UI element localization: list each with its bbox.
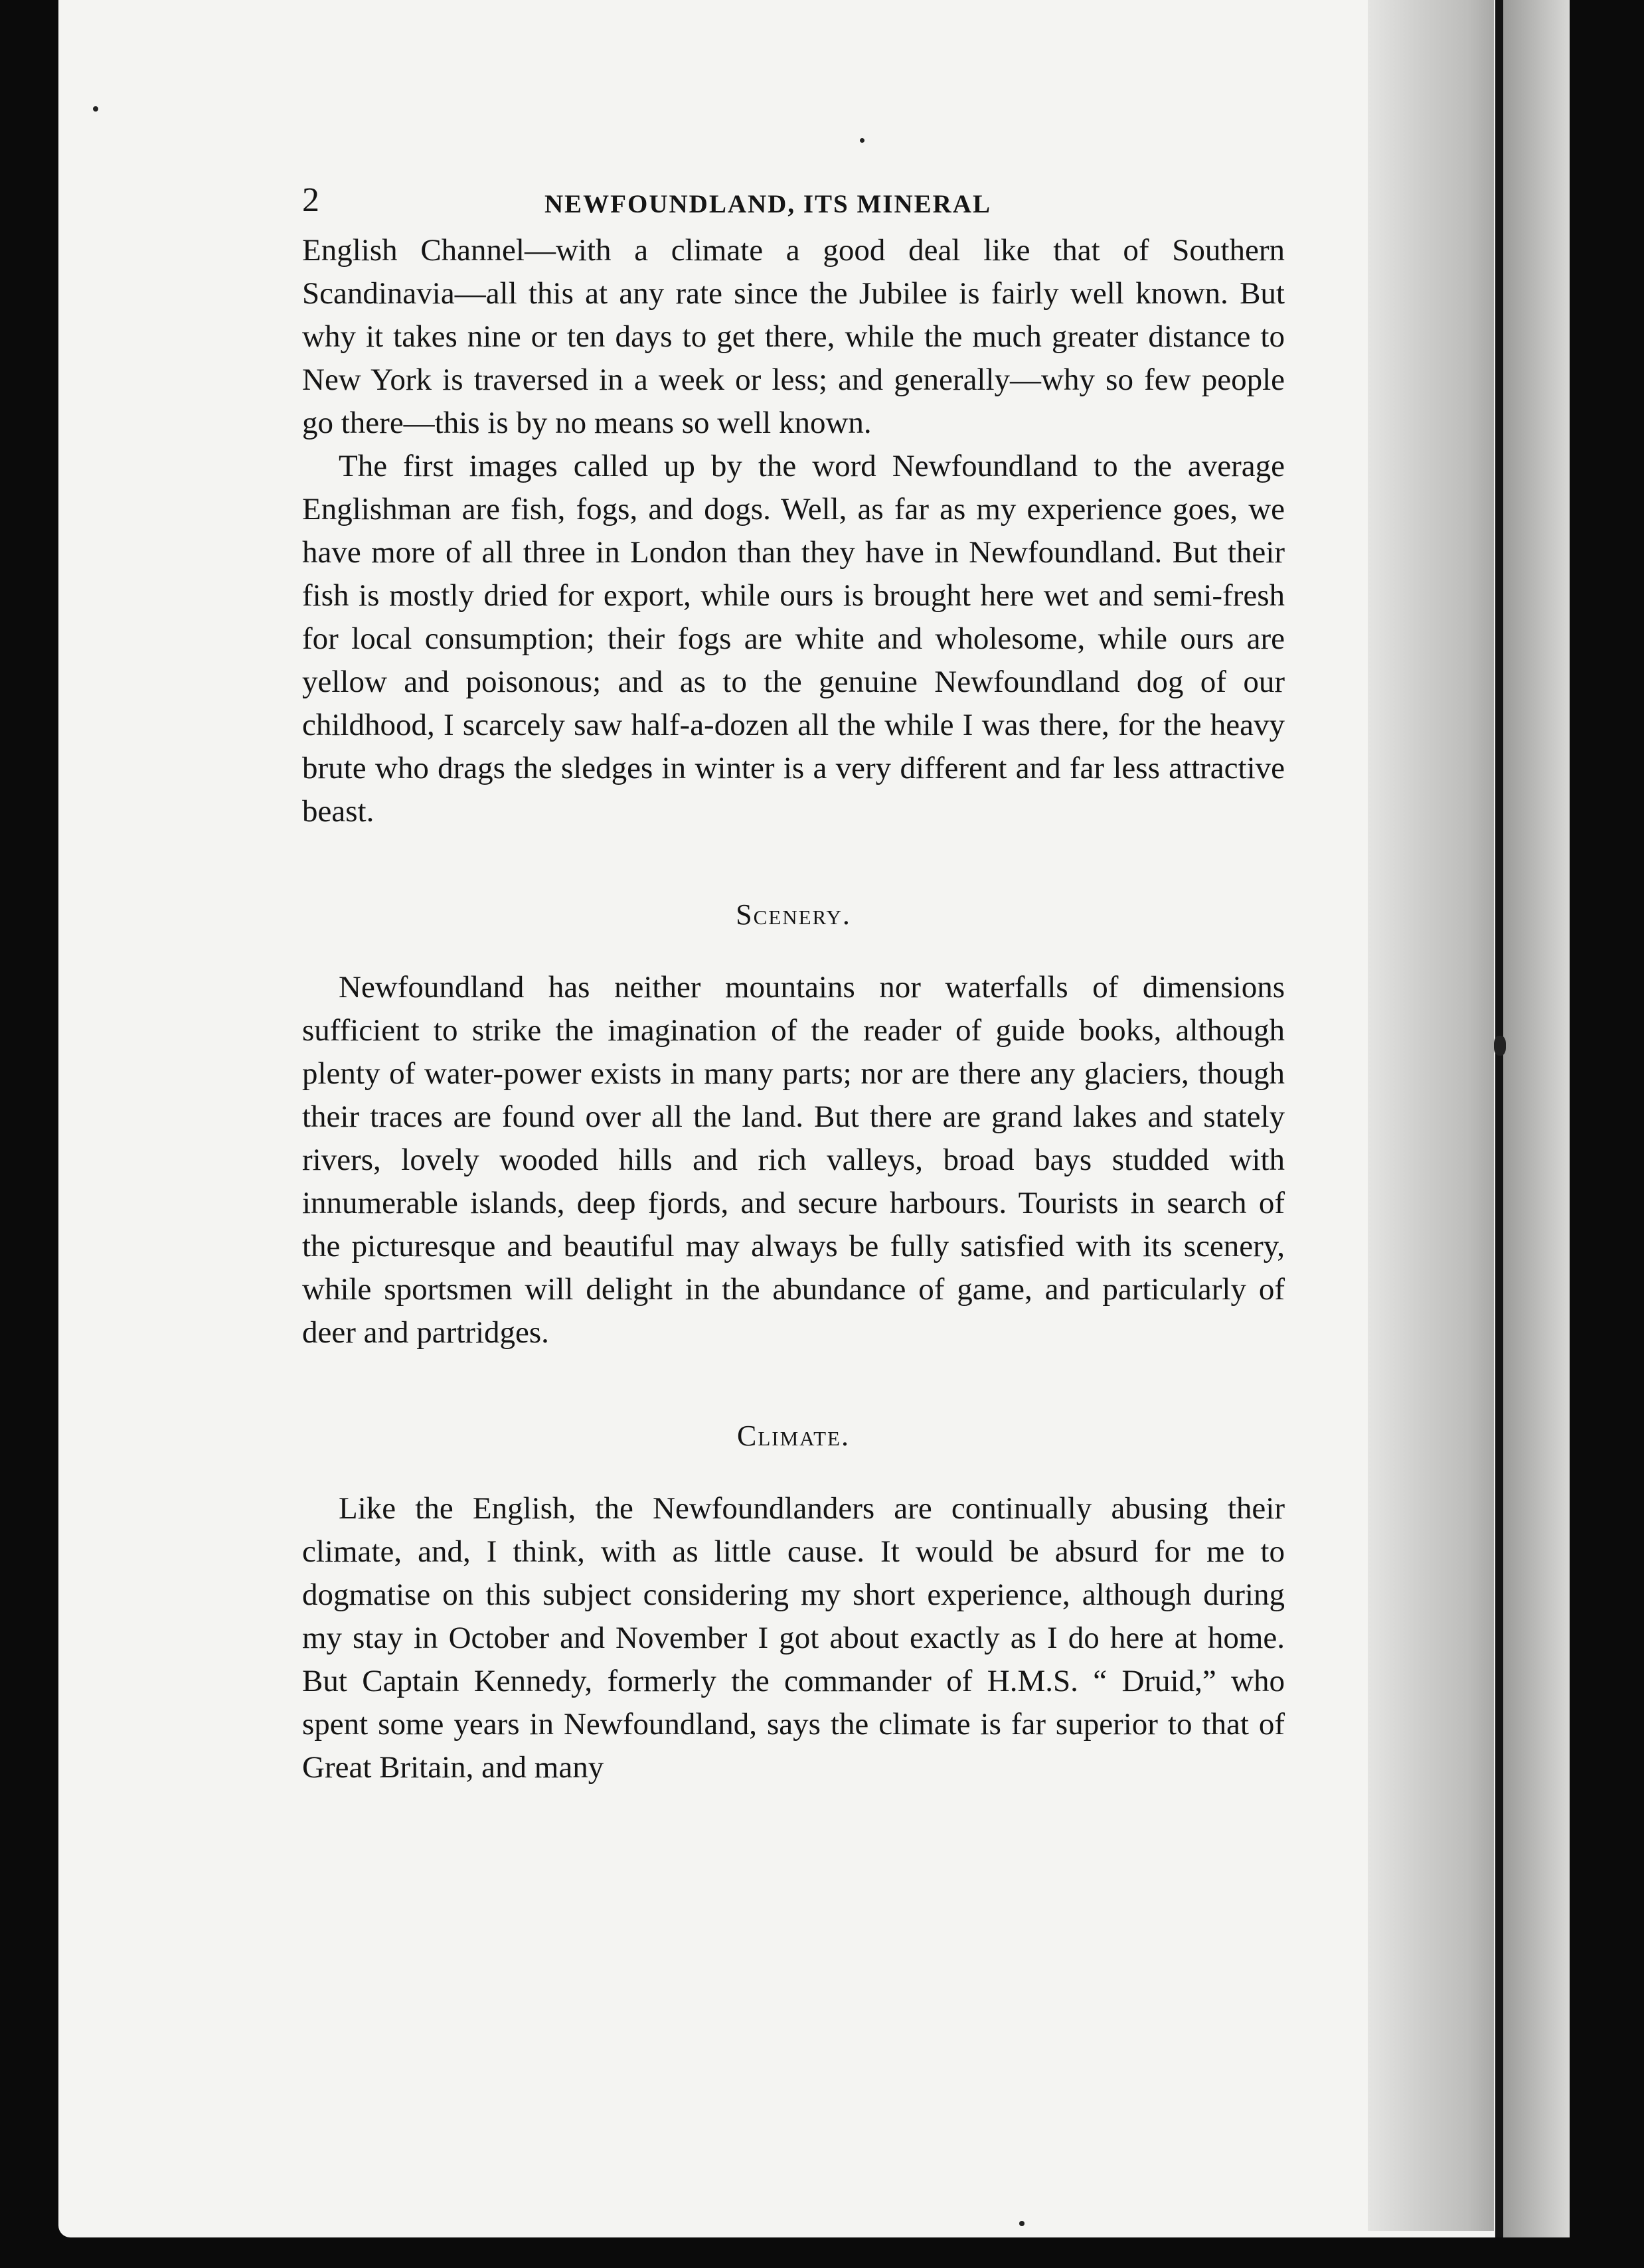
book-spine — [1495, 0, 1503, 2237]
scan-border — [1570, 0, 1644, 2268]
section-heading-scenery: Scenery. — [736, 898, 851, 931]
adjacent-page-edge — [1503, 0, 1570, 2237]
paragraph-climate: Like the English, the Newfoundlanders are continually abusing their climate, and, I think, with as little cause. It would be absurd for me to dogmatise on this subject considering my short experience, although during my stay in October and November I got about exactly as I do here at home. But Captain Kennedy, formerly the commander of H.M.S. “ Druid,” who spent some years in Newfoundland, says the climate is far superior to that of Great Britain, and many — [302, 1491, 1285, 1785]
page-gutter-shadow — [1368, 0, 1494, 2231]
page-number: 2 — [302, 181, 319, 219]
section-heading-climate: Climate. — [737, 1419, 850, 1452]
scan-speck — [93, 106, 98, 112]
page-content — [302, 169, 1285, 1789]
paragraph-fish-fogs-dogs: The first images called up by the word Newfoundland to the average Englishman are fish, fogs, and dogs. Well, as far as my experience goes, we have more of all three in London than they have in Newfoundland. But their fish is mostly dried for export, while ours is brought here wet and semi-fresh for local consumption; their fogs are white and wholesome, while ours are yellow and poisonous; and as to the genuine Newfoundland dog of our childhood, I scarcely saw half-a-dozen all the while I was there, for the heavy brute who drags the sledges in winter is a very different and far less attractive beast. — [302, 449, 1285, 829]
paragraph-scenery: Newfoundland has neither mountains nor waterfalls of dimensions sufficient to strike the imagination of the reader of guide books, although plenty of water-power exists in many parts; nor are there any glaciers, though their traces are found over all the land. But there are grand lakes and stately rivers, lovely wooded hills and rich valleys, broad bays studded with innumerable islands, deep fjords, and secure harbours. Tourists in search of the picturesque and beautiful may always be fully satisfied with its scenery, while sportsmen will delight in the abundance of game, and particularly of deer and partridges. — [302, 970, 1285, 1350]
running-head — [302, 169, 1285, 229]
running-title: NEWFOUNDLAND, ITS MINERAL — [544, 190, 991, 218]
scan-speck — [1494, 1036, 1506, 1056]
scan-speck — [1019, 2221, 1025, 2226]
scan-speck — [860, 138, 864, 143]
paragraph-continued: English Channel—with a climate a good deal like that of Southern Scandinavia—all this at any rate since the Jubilee is fairly well known. But why it takes nine or ten days to get there, while the much greater distance to New York is traversed in a week or less; and generally—why so few people go there—this is by no means so well known. — [302, 233, 1285, 440]
